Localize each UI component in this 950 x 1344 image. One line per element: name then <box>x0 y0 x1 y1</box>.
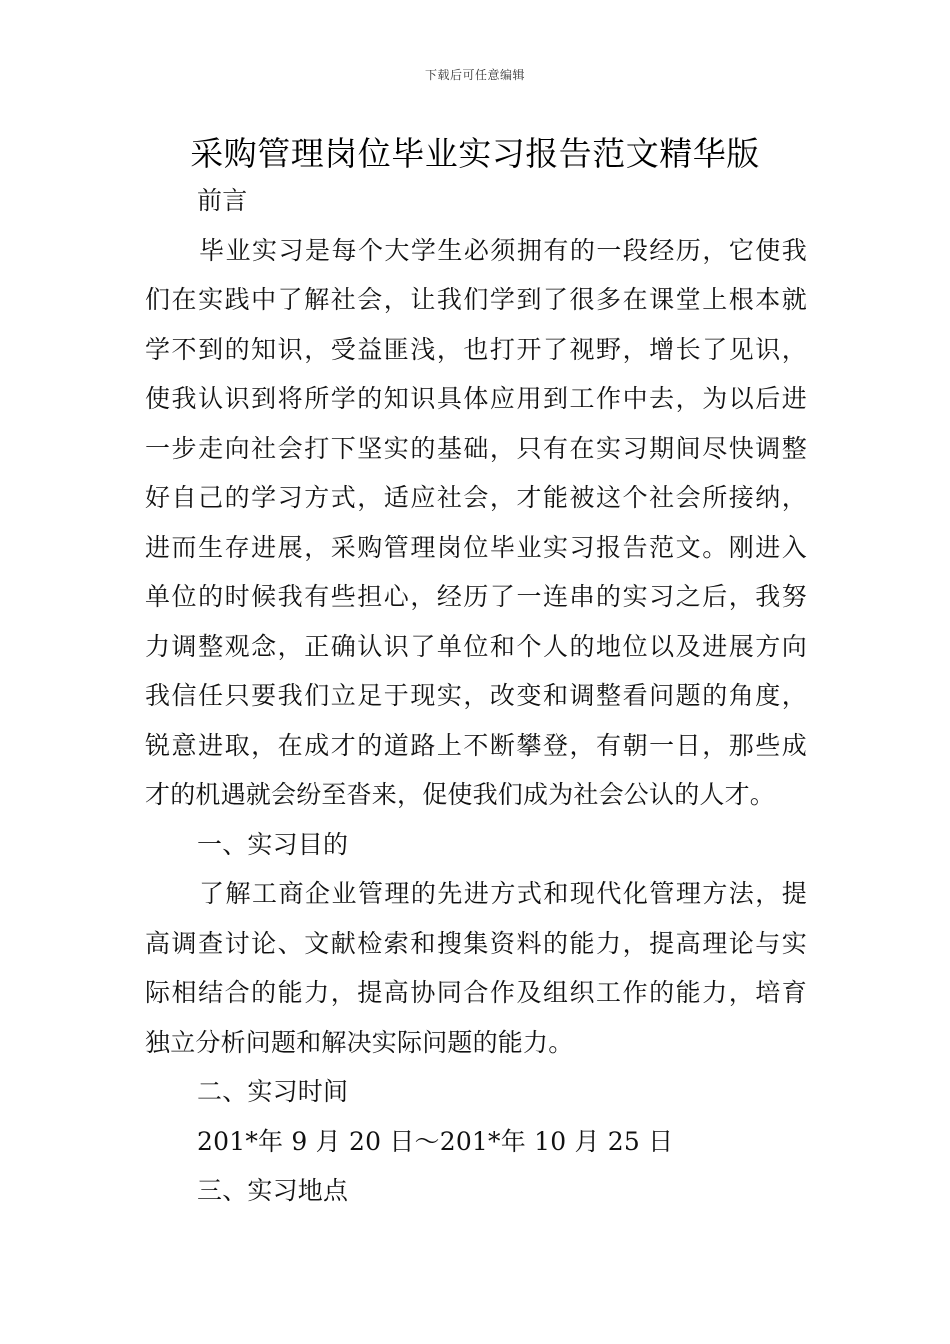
section-heading-time: 二、实习时间 <box>197 1077 349 1106</box>
paragraph-line: 们在实践中了解社会，让我们学到了很多在课堂上根本就 <box>145 285 807 314</box>
paragraph-line: 才的机遇就会纷至沓来，促使我们成为社会公认的人才。 <box>145 780 776 809</box>
header-note: 下载后可任意编辑 <box>424 68 525 82</box>
preface-paragraph <box>145 226 807 820</box>
document-body <box>145 176 807 1216</box>
document-title: 采购管理岗位毕业实习报告范文精华版 <box>190 134 760 173</box>
paragraph-line: 好自己的学习方式，适应社会，才能被这个社会所接纳， <box>145 483 807 512</box>
paragraph-line: 一步走向社会打下坚实的基础，只有在实习期间尽快调整 <box>145 433 807 463</box>
paragraph-line: 毕业实习是每个大学生必须拥有的一段经历，它使我 <box>199 235 807 265</box>
paragraph-line: 高调查讨论、文献检索和搜集资料的能力，提高理论与实 <box>145 928 807 958</box>
paragraph-line: 使我认识到将所学的知识具体应用到工作中去，为以后进 <box>145 384 807 413</box>
purpose-paragraph <box>145 869 807 1067</box>
paragraph-line: 力调整观念，正确认识了单位和个人的地位以及进展方向 <box>145 631 807 661</box>
section-heading-location: 三、实习地点 <box>197 1176 349 1205</box>
paragraph-line: 了解工商企业管理的先进方式和现代化管理方法，提 <box>199 879 807 908</box>
paragraph-line: 锐意进取，在成才的道路上不断攀登，有朝一日，那些成 <box>145 730 807 760</box>
preface-heading: 前言 <box>197 186 248 215</box>
paragraph-line: 单位的时候我有些担心，经历了一连串的实习之后，我努 <box>145 582 807 611</box>
section-heading-purpose: 一、实习目的 <box>197 829 349 859</box>
paragraph-line: 独立分析问题和解决实际问题的能力。 <box>145 1027 574 1057</box>
internship-dates: 201*年 9 月 20 日～201*年 10 月 25 日 <box>197 1126 674 1156</box>
paragraph-line: 学不到的知识，受益匪浅，也打开了视野，增长了见识， <box>145 334 807 364</box>
paragraph-line: 我信任只要我们立足于现实，改变和调整看问题的角度， <box>145 681 807 710</box>
paragraph-line: 进而生存进展，采购管理岗位毕业实习报告范文。刚进入 <box>145 532 807 562</box>
paragraph-line: 际相结合的能力，提高协同合作及组织工作的能力，培育 <box>145 978 807 1007</box>
